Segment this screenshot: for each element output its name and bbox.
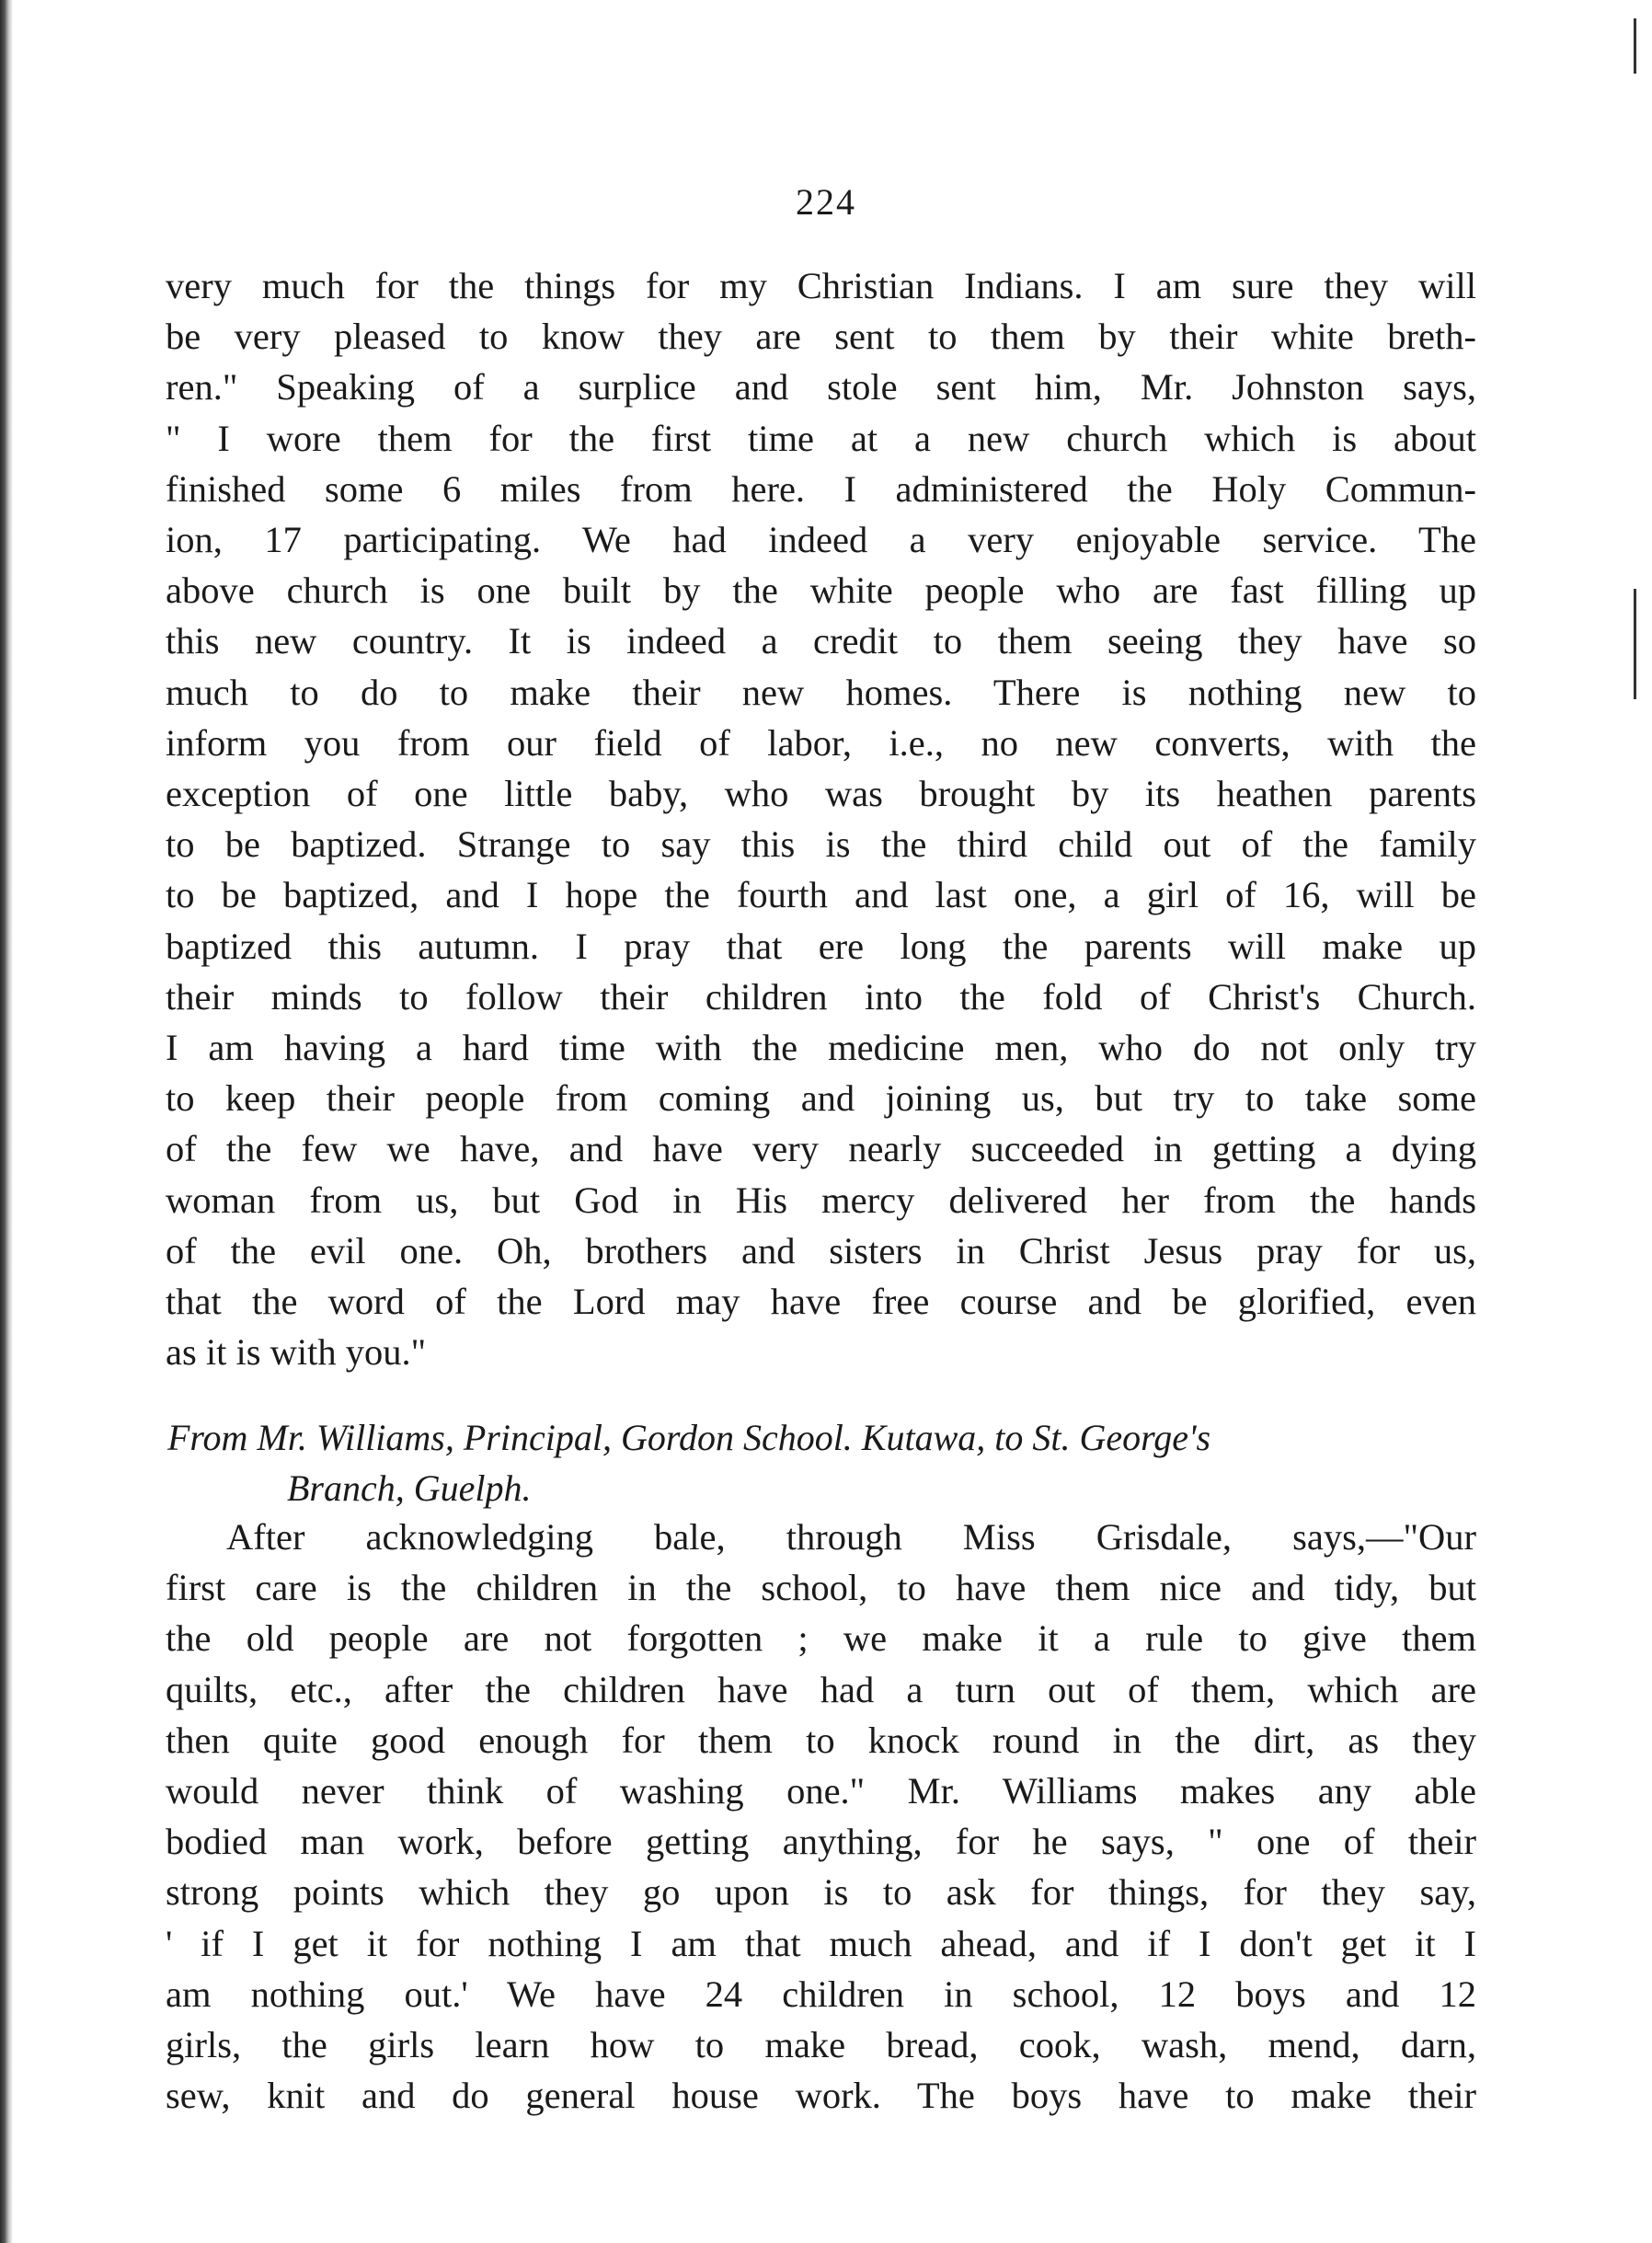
text-line: ren." Speaking of a surplice and stole sent him, Mr. Johnston says, [166, 366, 1476, 408]
text-line: to keep their people from coming and joining us, but try to take some [166, 1077, 1476, 1120]
page-binding-edge [0, 0, 13, 2243]
text-line: girls, the girls learn how to make bread, cook, wash, mend, darn, [166, 2024, 1476, 2066]
text-line: finished some 6 miles from here. I administered the Holy Commun- [166, 467, 1476, 510]
heading-line: Branch, Guelph. [287, 1467, 532, 1509]
text-line: to be baptized. Strange to say this is the third child out of the family [166, 823, 1476, 866]
text-line: After acknowledging bale, through Miss Grisdale, says,—"Our [226, 1516, 1476, 1558]
text-line: as it is with you." [166, 1331, 427, 1374]
text-line: ion, 17 participating. We had indeed a very enjoyable service. The [166, 519, 1476, 561]
text-line: inform you from our field of labor, i.e., no new converts, with the [166, 721, 1476, 764]
section-heading [167, 1412, 1478, 1513]
text-line: exception of one little baby, who was brought by its heathen parents [166, 773, 1476, 815]
text-line: to be baptized, and I hope the fourth and last one, a girl of 16, will be [166, 874, 1476, 916]
text-line: this new country. It is indeed a credit to them seeing they have so [166, 620, 1476, 662]
text-line: be very pleased to know they are sent to them by their white breth- [166, 316, 1476, 358]
text-line: sew, knit and do general house work. The boys have to make their [166, 2075, 1476, 2117]
text-line: baptized this autumn. I pray that ere long the parents will make up [166, 925, 1476, 967]
text-line: I am having a hard time with the medicine men, who do not only try [166, 1027, 1476, 1069]
text-line: bodied man work, before getting anything, for he says, " one of their [166, 1821, 1476, 1863]
text-line: their minds to follow their children into the fold of Christ's Church. [166, 975, 1476, 1018]
text-line: quilts, etc., after the children have had a turn out of them, which are [166, 1668, 1476, 1710]
text-line: above church is one built by the white people who are fast filling up [166, 569, 1476, 612]
text-line: strong points which they go upon is to ask for things, for they say, [166, 1871, 1476, 1914]
heading-line: From Mr. Williams, Principal, Gordon School. Kutawa, to St. George's [167, 1417, 1211, 1458]
text-line: then quite good enough for them to knock round in the dirt, as they [166, 1719, 1476, 1761]
text-line: am nothing out.' We have 24 children in school, 12 boys and 12 [166, 1973, 1476, 2015]
letter-paragraph [166, 260, 1476, 1377]
scan-artifact-mark [1634, 589, 1636, 699]
text-line: much to do to make their new homes. There is nothing new to [166, 671, 1476, 713]
text-line: very much for the things for my Christian Indians. I am sure they will [166, 265, 1476, 306]
text-line: the old people are not forgotten ; we make it a rule to give them [166, 1617, 1476, 1660]
text-line: first care is the children in the school, to have them nice and tidy, but [166, 1567, 1476, 1609]
text-line: would never think of washing one." Mr. Williams makes any able [166, 1770, 1476, 1812]
text-line: that the word of the Lord may have free course and be glorified, even [166, 1281, 1476, 1323]
text-line: of the few we have, and have very nearly succeeded in getting a dying [166, 1128, 1476, 1170]
text-line: " I wore them for the first time at a new church which is about [166, 417, 1476, 459]
page-number: 224 [796, 181, 856, 223]
text-line: woman from us, but God in His mercy delivered her from the hands [166, 1179, 1476, 1221]
report-paragraph [166, 1512, 1476, 2121]
text-line: ' if I get it for nothing I am that much ahead, and if I don't get it I [166, 1922, 1476, 1964]
text-line: of the evil one. Oh, brothers and sisters in Christ Jesus pray for us, [166, 1229, 1476, 1271]
scan-artifact-mark [1634, 18, 1636, 74]
